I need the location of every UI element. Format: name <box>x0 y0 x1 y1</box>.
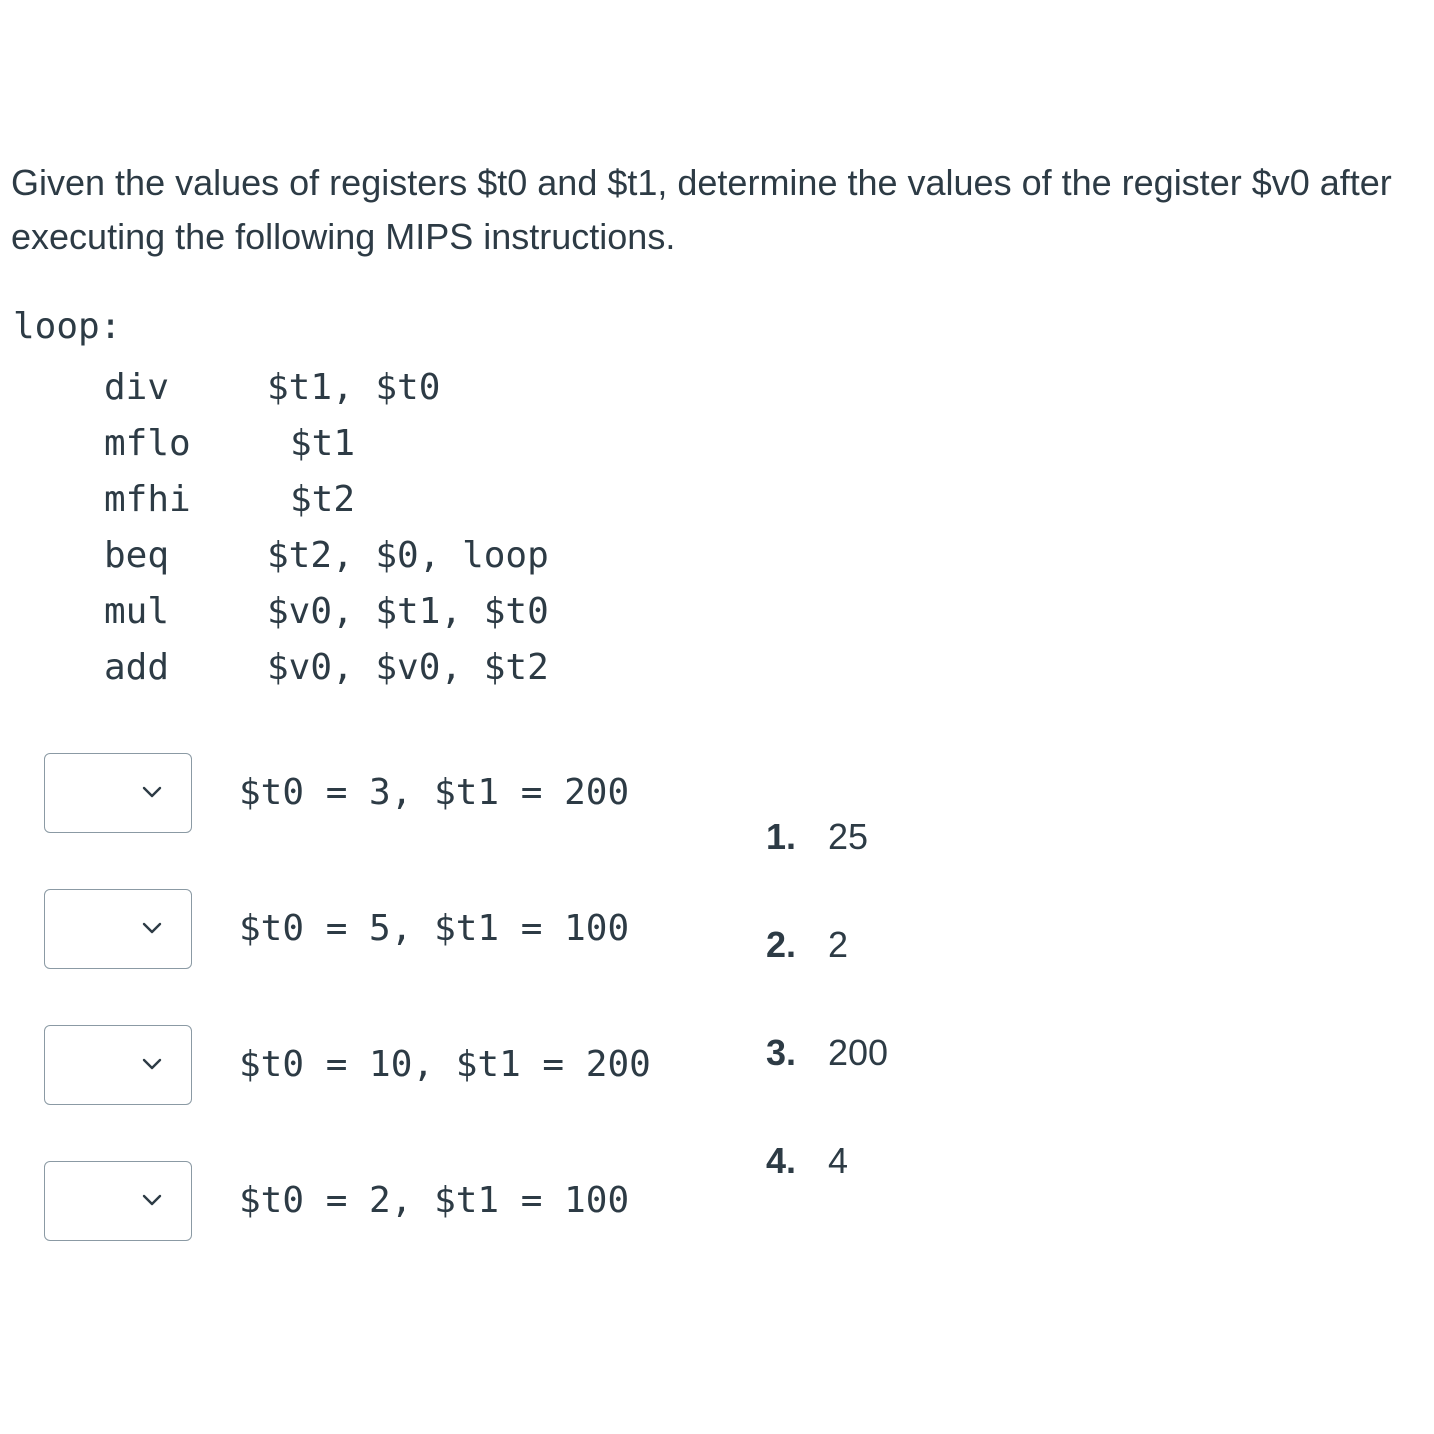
answer-value: 200 <box>828 1032 889 1073</box>
answer-number: 4. <box>766 1140 797 1181</box>
code-args: $v0, $v0, $t2 <box>267 647 549 688</box>
answer-select-2[interactable] <box>44 889 192 969</box>
answer-number: 3. <box>766 1032 797 1073</box>
answer-number: 1. <box>766 816 797 857</box>
code-line <box>13 584 549 640</box>
code-args: $v0, $t1, $t0 <box>267 591 549 632</box>
code-line <box>13 416 356 472</box>
code-line <box>13 528 549 584</box>
chevron-down-icon <box>141 1056 163 1072</box>
answer-select-4[interactable] <box>44 1161 192 1241</box>
answer-select-3[interactable] <box>44 1025 192 1105</box>
code-label: loop: <box>13 306 122 347</box>
answer-select-1[interactable] <box>44 753 192 833</box>
condition-label: $t0 = 3, $t1 = 200 <box>239 772 630 813</box>
condition-label: $t0 = 10, $t1 = 200 <box>239 1044 651 1085</box>
code-args: $t2 <box>290 479 356 520</box>
code-opcode: mflo <box>104 423 191 464</box>
question-text: Given the values of registers $t0 and $t1, determine the values of the register $v0 after executing the following MIPS instructions. <box>11 162 1392 257</box>
answer-number: 2. <box>766 924 797 965</box>
code-opcode: mfhi <box>104 479 191 520</box>
code-opcode: mul <box>104 591 170 632</box>
answer-value: 25 <box>828 816 869 857</box>
answer-value: 4 <box>828 1140 849 1181</box>
chevron-down-icon <box>141 920 163 936</box>
code-args: $t1 <box>290 423 356 464</box>
code-line <box>13 472 356 528</box>
code-block <box>13 304 549 696</box>
chevron-down-icon <box>141 1192 163 1208</box>
chevron-down-icon <box>141 784 163 800</box>
code-args: $t1, $t0 <box>267 367 441 408</box>
condition-label: $t0 = 2, $t1 = 100 <box>239 1180 630 1221</box>
code-line <box>13 640 549 696</box>
code-line <box>13 360 441 416</box>
code-opcode: div <box>104 367 170 408</box>
code-opcode: beq <box>104 535 170 576</box>
code-args: $t2, $0, loop <box>267 535 549 576</box>
condition-label: $t0 = 5, $t1 = 100 <box>239 908 630 949</box>
code-opcode: add <box>104 647 170 688</box>
answer-value: 2 <box>828 924 849 965</box>
